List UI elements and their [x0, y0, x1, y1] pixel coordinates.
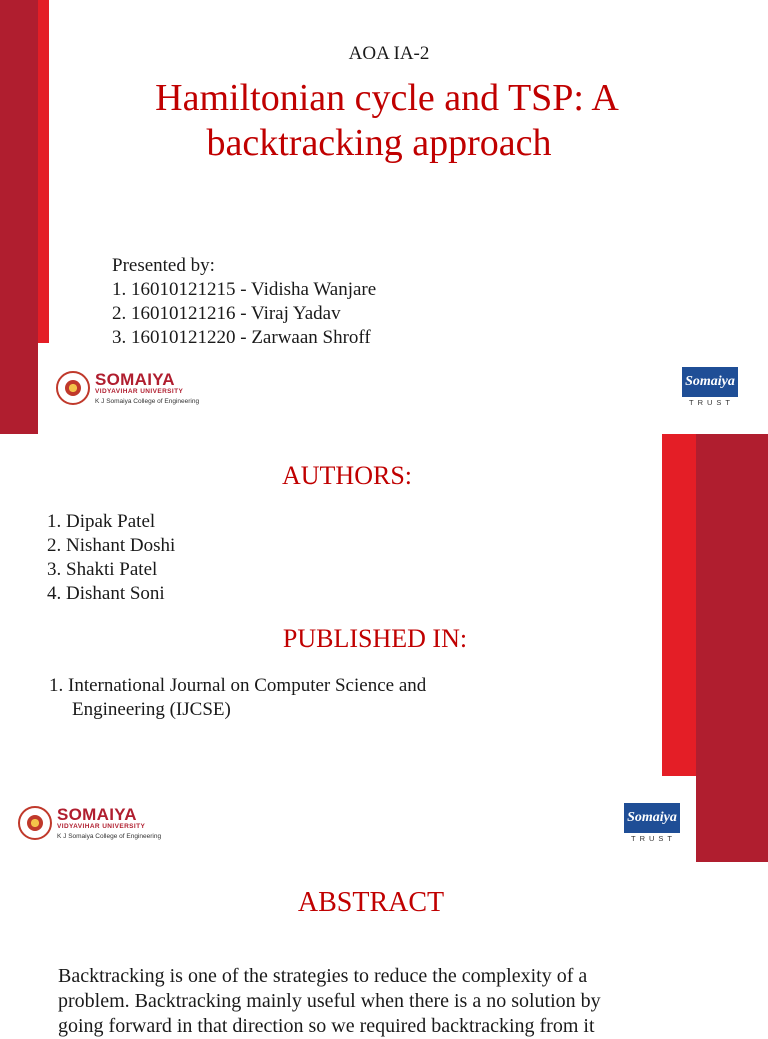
authors-heading: AUTHORS: — [281, 461, 412, 490]
presenter-item: 1. 16010121215 - Vidisha Wanjare — [112, 279, 377, 300]
somaiya-logo — [18, 806, 161, 840]
somaiya-trust-logo — [682, 367, 738, 409]
abstract-line: going forward in that direction so we required backtracking from it — [58, 1015, 595, 1037]
abstract-line: problem. Backtracking mainly useful when there is a no solution by — [58, 990, 601, 1012]
title-line-2: backtracking approach — [206, 122, 552, 164]
abstract-line: Backtracking is one of the strategies to reduce the complexity of a — [58, 965, 588, 987]
presenter-item: 2. 16010121216 - Viraj Yadav — [112, 303, 341, 324]
trust-logo-word: TRUST — [689, 398, 734, 407]
presented-by-label: Presented by: — [112, 255, 215, 276]
abstract-body — [58, 964, 601, 1039]
somaiya-logo-university: VIDYAVIHAR UNIVERSITY — [95, 388, 184, 395]
presenters-block — [112, 254, 376, 350]
author-item: 2. Nishant Doshi — [47, 535, 176, 556]
author-item: 4. Dishant Soni — [47, 583, 165, 604]
somaiya-logo-name: SOMAIYA — [95, 370, 175, 389]
slide-authors — [0, 434, 768, 862]
left-dark-bar — [0, 0, 38, 434]
slide-title — [0, 0, 768, 434]
somaiya-logo-college: K J Somaiya College of Engineering — [57, 832, 162, 840]
author-item: 3. Shakti Patel — [47, 559, 158, 580]
published-heading: PUBLISHED IN: — [282, 624, 468, 653]
presenter-item: 3. 16010121220 - Zarwaan Shroff — [112, 327, 371, 348]
author-item: 1. Dipak Patel — [47, 511, 156, 532]
somaiya-logo — [56, 371, 199, 405]
published-item: 1. International Journal on Computer Science and — [49, 675, 427, 696]
published-item-continued: Engineering (IJCSE) — [72, 699, 231, 720]
trust-logo-mark: Somaiya — [682, 367, 738, 397]
somaiya-emblem-icon — [18, 806, 52, 840]
published-list — [49, 674, 426, 722]
abstract-heading: ABSTRACT — [297, 887, 445, 918]
slide-abstract — [0, 862, 768, 1037]
trust-logo-word: TRUST — [631, 834, 676, 843]
authors-list — [47, 510, 175, 606]
somaiya-logo-college: K J Somaiya College of Engineering — [95, 397, 200, 405]
somaiya-trust-logo — [624, 803, 680, 845]
trust-logo-mark: Somaiya — [624, 803, 680, 833]
somaiya-logo-name: SOMAIYA — [57, 805, 137, 824]
title-line-1: Hamiltonian cycle and TSP: A — [155, 77, 619, 119]
somaiya-emblem-icon — [56, 371, 90, 405]
course-code: AOA IA-2 — [348, 43, 430, 64]
somaiya-logo-university: VIDYAVIHAR UNIVERSITY — [57, 823, 146, 830]
